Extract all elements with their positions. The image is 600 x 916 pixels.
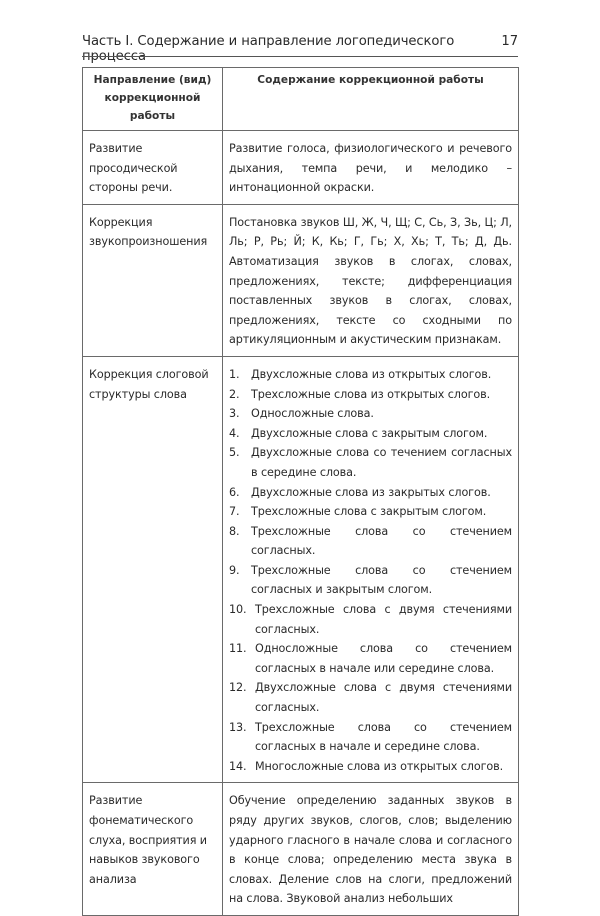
list-item-number: 8. [229,524,240,538]
list-item-text: Трехсложные слова со стечением согласных и закрытым слогом. [251,563,512,597]
list-item-text: Трехсложные слова со стечением согласных. [251,524,512,558]
row-direction: Коррекция слоговой структуры слова [83,356,223,782]
list-item-number: 5. [229,446,240,460]
list-item [229,443,512,482]
table-row [83,783,519,916]
list-item-number: 9. [229,563,240,577]
list-item-number: 11. [229,642,247,656]
list-item-text: Односложные слова. [251,407,374,421]
table-row [83,204,519,356]
list-item [229,600,512,639]
row-content: Обучение определению заданных звуков в ряду других звуков, слогов, слов; выделению ударного гласного в начале слова и согласного в конце слова; определению места звука в словах. Деление слов на слоги, предложений на слова. Звуковой анализ небольших [223,783,519,916]
list-item-number: 7. [229,505,240,519]
row-content [223,356,519,782]
list-item-number: 13. [229,720,247,734]
list-item-number: 12. [229,681,247,695]
list-item-number: 2. [229,387,240,401]
list-item-text: Двухсложные слова с двумя стечениями согласных. [255,681,512,715]
list-item-text: Трехсложные слова с закрытым слогом. [251,505,487,519]
list-item [229,404,512,424]
row-direction: Развитие фонематического слуха, восприятия и навыков звукового анализа [83,783,223,916]
list-item [229,561,512,600]
list-item-number: 14. [229,759,247,773]
list-item-number: 3. [229,407,240,421]
list-item-number: 10. [229,603,247,617]
column-header-content: Содержание коррекционной работы [223,68,519,131]
list-item-text: Двухсложные слова с закрытым слогом. [251,426,488,440]
list-item [229,365,512,385]
list-item-text: Односложные слова со стечением согласных в начале или середине слова. [255,642,512,675]
row-direction: Развитие просодической стороны речи. [83,131,223,205]
list-item-text: Двухсложные слова из закрытых слогов. [251,485,491,499]
list-item-text: Двухсложные слова со течением согласных в середине слова. [251,446,512,479]
list-item [229,385,512,405]
list-item [229,639,512,678]
list-item [229,522,512,561]
row-content: Постановка звуков Ш, Ж, Ч, Щ; С, Сь, З, Зь, Ц; Л, Ль; Р, Рь; Й; К, Кь; Г, Гь; Х, Хь; Т, Ть; Д, Дь. Автоматизация звуков в слогах, словах, предложениях, тексте; дифференциация поставленных звуков в слогах, словах, предложениях, тексте со сходными по артикуляционным и акустическим признакам. [223,204,519,356]
row-content: Развитие голоса, физиологического и речевого дыхания, темпа речи, и мелодико – интонационной окраски. [223,131,519,205]
chapter-title: Часть I. Содержание и направление логопедического процесса [82,34,455,64]
column-header-direction: Направление (вид) коррекционной работы [83,68,223,131]
list-item-number: 1. [229,367,240,381]
syllable-structure-list [229,365,512,776]
list-item-number: 4. [229,426,240,440]
table-row [83,356,519,782]
list-item [229,678,512,717]
page-number: 17 [501,34,518,49]
header-rule [82,56,518,57]
list-item-text: Двухсложные слова из открытых слогов. [251,367,492,381]
table-header-row [83,68,519,131]
list-item [229,483,512,503]
list-item-text: Трехсложные слова со стечением согласных в начале и середине слова. [255,720,512,754]
table-row [83,131,519,205]
list-item-number: 6. [229,485,240,499]
list-item [229,757,512,777]
running-header [82,34,518,64]
list-item-text: Трехсложные слова из открытых слогов. [251,387,491,401]
list-item [229,424,512,444]
correction-work-table [82,67,519,916]
row-direction: Коррекция звукопроизношения [83,204,223,356]
list-item-text: Трехсложные слова с двумя стечениями согласных. [255,603,512,636]
list-item-text: Многосложные слова из открытых слогов. [255,759,504,773]
list-item [229,502,512,522]
list-item [229,718,512,757]
